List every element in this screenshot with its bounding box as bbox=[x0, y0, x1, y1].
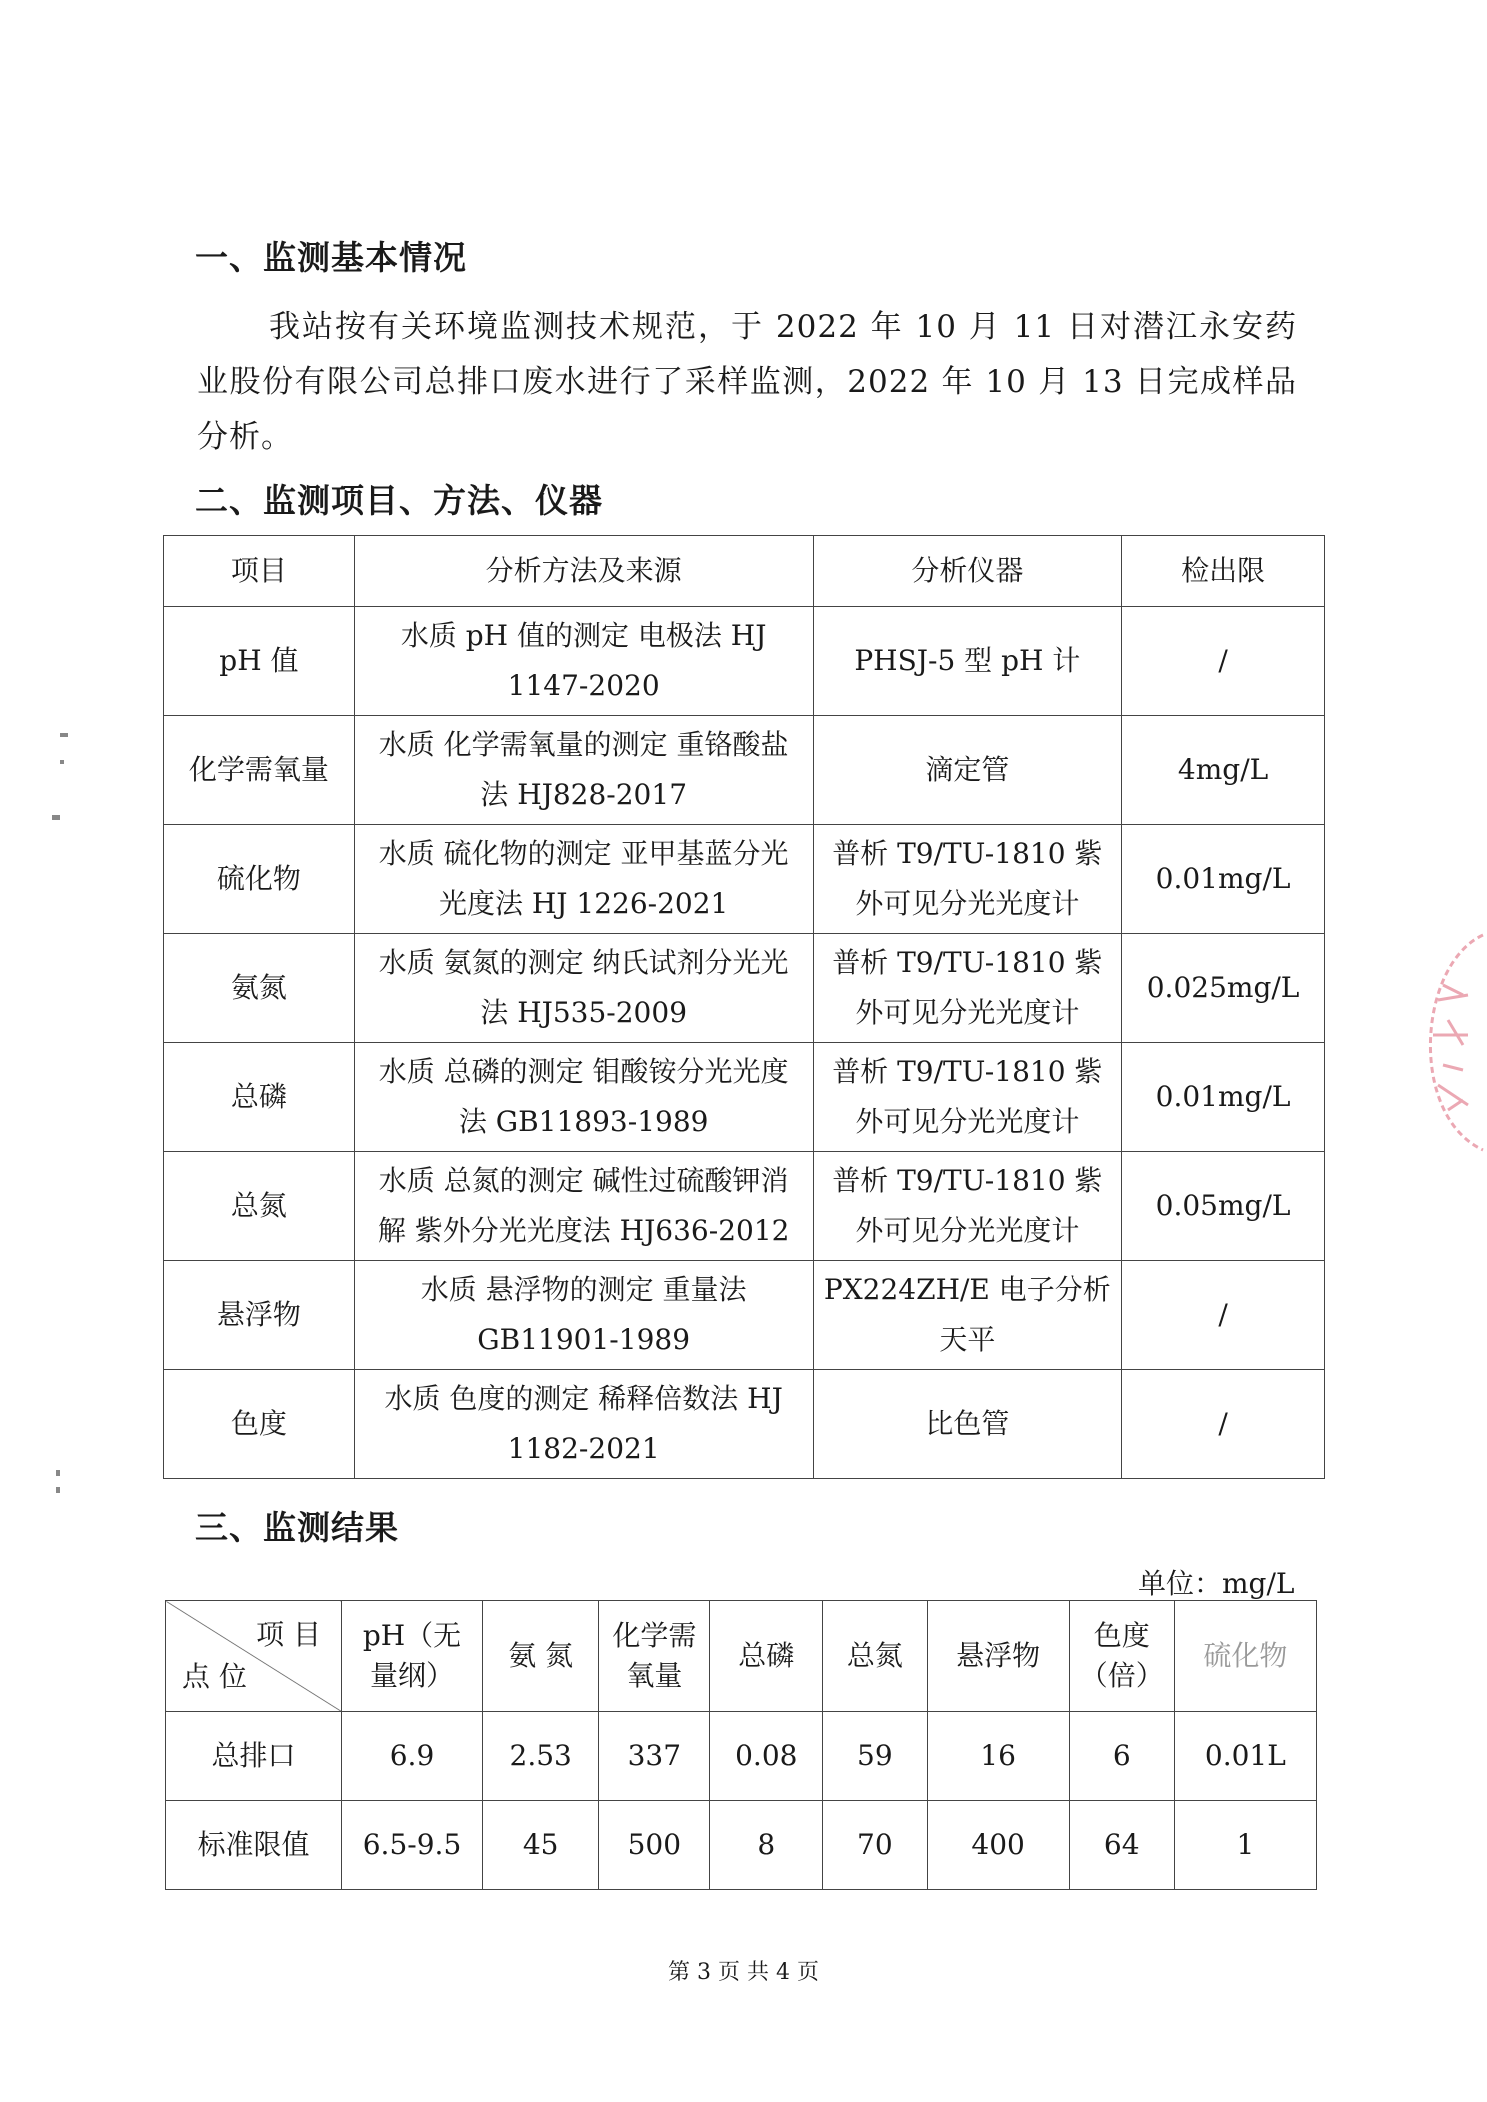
value-cell: 64 bbox=[1069, 1801, 1174, 1890]
stamp-arc bbox=[1430, 935, 1483, 1150]
item-cell: 硫化物 bbox=[164, 825, 355, 934]
header-ph: pH（无量纲） bbox=[342, 1601, 483, 1712]
limit-cell: 0.01mg/L bbox=[1122, 825, 1325, 934]
method-cell: 水质 色度的测定 稀释倍数法 HJ 1182-2021 bbox=[354, 1370, 813, 1479]
scan-mark bbox=[56, 1470, 60, 1476]
value-cell: 1 bbox=[1174, 1801, 1316, 1890]
intro-paragraph: 我站按有关环境监测技术规范，于 2022 年 10 月 11 日对潜江永安药业股份有限公司总排口废水进行了采样监测，2022 年 10 月 13 日完成样品分析。 bbox=[197, 309, 1297, 455]
stamp-fragment bbox=[1388, 925, 1487, 1155]
instrument-cell: 普析 T9/TU-1810 紫外可见分光光度计 bbox=[813, 825, 1122, 934]
header-item: 项目 bbox=[164, 536, 355, 607]
instrument-cell: 普析 T9/TU-1810 紫外可见分光光度计 bbox=[813, 1043, 1122, 1152]
results-table bbox=[165, 1600, 1317, 1890]
method-cell: 水质 悬浮物的测定 重量法 GB11901-1989 bbox=[354, 1261, 813, 1370]
corner-item-label: 项 目 bbox=[256, 1618, 321, 1651]
methods-table bbox=[163, 535, 1325, 1479]
instrument-cell: PHSJ-5 型 pH 计 bbox=[813, 607, 1122, 716]
value-cell: 45 bbox=[483, 1801, 599, 1890]
item-cell: 总磷 bbox=[164, 1043, 355, 1152]
value-cell: 337 bbox=[599, 1712, 710, 1801]
header-method: 分析方法及来源 bbox=[354, 536, 813, 607]
site-label-cell: 标准限值 bbox=[166, 1801, 342, 1890]
item-cell: pH 值 bbox=[164, 607, 355, 716]
scan-mark bbox=[52, 815, 60, 820]
item-cell: 化学需氧量 bbox=[164, 716, 355, 825]
value-cell: 6.9 bbox=[342, 1712, 483, 1801]
value-cell: 70 bbox=[823, 1801, 927, 1890]
header-instrument: 分析仪器 bbox=[813, 536, 1122, 607]
header-cod: 化学需氧量 bbox=[599, 1601, 710, 1712]
section2-title: 二、监测项目、方法、仪器 bbox=[195, 481, 603, 520]
header-color: 色度（倍） bbox=[1069, 1601, 1174, 1712]
corner-header-cell bbox=[166, 1601, 342, 1712]
instrument-cell: PX224ZH/E 电子分析天平 bbox=[813, 1261, 1122, 1370]
limit-cell: 0.01mg/L bbox=[1122, 1043, 1325, 1152]
instrument-cell: 普析 T9/TU-1810 紫外可见分光光度计 bbox=[813, 934, 1122, 1043]
corner-site-label: 点 位 bbox=[182, 1660, 247, 1693]
table-row bbox=[164, 716, 1325, 825]
unit-label: 单位：mg/L bbox=[1138, 1567, 1295, 1600]
table-row bbox=[166, 1712, 1317, 1801]
value-cell: 0.08 bbox=[710, 1712, 823, 1801]
method-cell: 水质 pH 值的测定 电极法 HJ 1147-2020 bbox=[354, 607, 813, 716]
value-cell: 0.01L bbox=[1174, 1712, 1316, 1801]
method-cell: 水质 总磷的测定 钼酸铵分光光度法 GB11893-1989 bbox=[354, 1043, 813, 1152]
value-cell: 400 bbox=[927, 1801, 1069, 1890]
limit-cell: 4mg/L bbox=[1122, 716, 1325, 825]
value-cell: 8 bbox=[710, 1801, 823, 1890]
table-row bbox=[164, 1261, 1325, 1370]
table-row bbox=[164, 825, 1325, 934]
results-header-row bbox=[166, 1601, 1317, 1712]
limit-cell: / bbox=[1122, 1261, 1325, 1370]
header-tn: 总氮 bbox=[823, 1601, 927, 1712]
table-row bbox=[164, 1152, 1325, 1261]
header-ss: 悬浮物 bbox=[927, 1601, 1069, 1712]
table-row bbox=[166, 1801, 1317, 1890]
method-cell: 水质 化学需氧量的测定 重铬酸盐法 HJ828-2017 bbox=[354, 716, 813, 825]
limit-cell: 0.05mg/L bbox=[1122, 1152, 1325, 1261]
limit-cell: / bbox=[1122, 1370, 1325, 1479]
item-cell: 色度 bbox=[164, 1370, 355, 1479]
item-cell: 总氮 bbox=[164, 1152, 355, 1261]
value-cell: 500 bbox=[599, 1801, 710, 1890]
section3-title: 三、监测结果 bbox=[195, 1508, 399, 1547]
value-cell: 6 bbox=[1069, 1712, 1174, 1801]
item-cell: 悬浮物 bbox=[164, 1261, 355, 1370]
table-row bbox=[164, 607, 1325, 716]
scan-mark bbox=[60, 733, 68, 737]
instrument-cell: 普析 T9/TU-1810 紫外可见分光光度计 bbox=[813, 1152, 1122, 1261]
header-tp: 总磷 bbox=[710, 1601, 823, 1712]
header-sulfide: 硫化物 bbox=[1174, 1601, 1316, 1712]
value-cell: 6.5-9.5 bbox=[342, 1801, 483, 1890]
instrument-cell: 滴定管 bbox=[813, 716, 1122, 825]
value-cell: 59 bbox=[823, 1712, 927, 1801]
site-label-cell: 总排口 bbox=[166, 1712, 342, 1801]
scan-mark bbox=[60, 760, 64, 764]
limit-cell: 0.025mg/L bbox=[1122, 934, 1325, 1043]
value-cell: 16 bbox=[927, 1712, 1069, 1801]
item-cell: 氨氮 bbox=[164, 934, 355, 1043]
scan-mark bbox=[56, 1487, 60, 1493]
section1-title: 一、监测基本情况 bbox=[195, 238, 467, 277]
header-ammonia: 氨 氮 bbox=[483, 1601, 599, 1712]
page-footer: 第 3 页 共 4 页 bbox=[668, 1960, 819, 1985]
method-cell: 水质 硫化物的测定 亚甲基蓝分光光度法 HJ 1226-2021 bbox=[354, 825, 813, 934]
table-row bbox=[164, 1370, 1325, 1479]
method-cell: 水质 总氮的测定 碱性过硫酸钾消解 紫外分光光度法 HJ636-2012 bbox=[354, 1152, 813, 1261]
table-row bbox=[164, 934, 1325, 1043]
table-row bbox=[164, 1043, 1325, 1152]
header-limit: 检出限 bbox=[1122, 536, 1325, 607]
method-cell: 水质 氨氮的测定 纳氏试剂分光光法 HJ535-2009 bbox=[354, 934, 813, 1043]
instrument-cell: 比色管 bbox=[813, 1370, 1122, 1479]
limit-cell: / bbox=[1122, 607, 1325, 716]
methods-header-row bbox=[164, 536, 1325, 607]
value-cell: 2.53 bbox=[483, 1712, 599, 1801]
